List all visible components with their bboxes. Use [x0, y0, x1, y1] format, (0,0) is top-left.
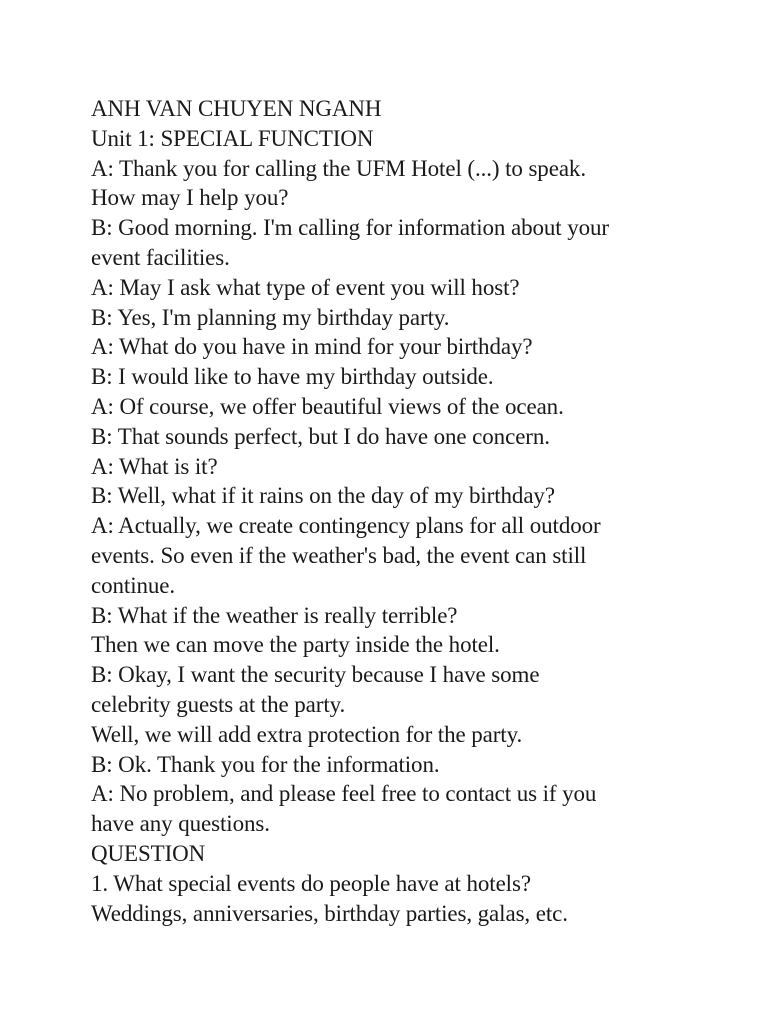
dialogue-line: B: Good morning. I'm calling for information about your [91, 215, 609, 241]
dialogue-line: event facilities. [91, 244, 230, 270]
dialogue-line: A: What is it? [91, 453, 218, 479]
document-heading: ANH VAN CHUYEN NGANH [91, 96, 382, 121]
dialogue-line: A: Actually, we create contingency plans for all outdoor [91, 513, 601, 539]
dialogue-line: How may I help you? [91, 185, 289, 211]
dialogue-line: B: Well, what if it rains on the day of my birthday? [91, 483, 555, 509]
dialogue-line: B: What if the weather is really terrible? [91, 602, 458, 628]
dialogue-line: B: Yes, I'm planning my birthday party. [91, 304, 450, 330]
dialogue-line: A: Of course, we offer beautiful views of the ocean. [91, 393, 564, 419]
dialogue-line: A: No problem, and please feel free to contact us if you [91, 781, 597, 807]
dialogue-line: celebrity guests at the party. [91, 691, 346, 717]
document-text [91, 94, 751, 928]
dialogue-line: A: Thank you for calling the UFM Hotel (...) to speak. [91, 155, 586, 181]
dialogue-line: continue. [91, 572, 176, 598]
unit-title: Unit 1: SPECIAL FUNCTION [91, 125, 374, 151]
dialogue-line: B: I would like to have my birthday outside. [91, 364, 494, 390]
dialogue-line: B: Ok. Thank you for the information. [91, 751, 440, 777]
dialogue-line: A: What do you have in mind for your birthday? [91, 334, 533, 360]
question-item: 1. What special events do people have at hotels? [91, 870, 531, 896]
dialogue-line: Then we can move the party inside the hotel. [91, 632, 500, 658]
dialogue-line: A: May I ask what type of event you will host? [91, 274, 520, 300]
question-heading: QUESTION [91, 840, 206, 866]
dialogue-line: Well, we will add extra protection for the party. [91, 721, 523, 747]
dialogue-line: B: That sounds perfect, but I do have one concern. [91, 423, 550, 449]
dialogue-line: have any questions. [91, 811, 270, 837]
dialogue-line: B: Okay, I want the security because I have some [91, 662, 540, 688]
answer-line: Weddings, anniversaries, birthday parties, galas, etc. [91, 900, 568, 926]
dialogue-line: events. So even if the weather's bad, the event can still [91, 542, 587, 568]
